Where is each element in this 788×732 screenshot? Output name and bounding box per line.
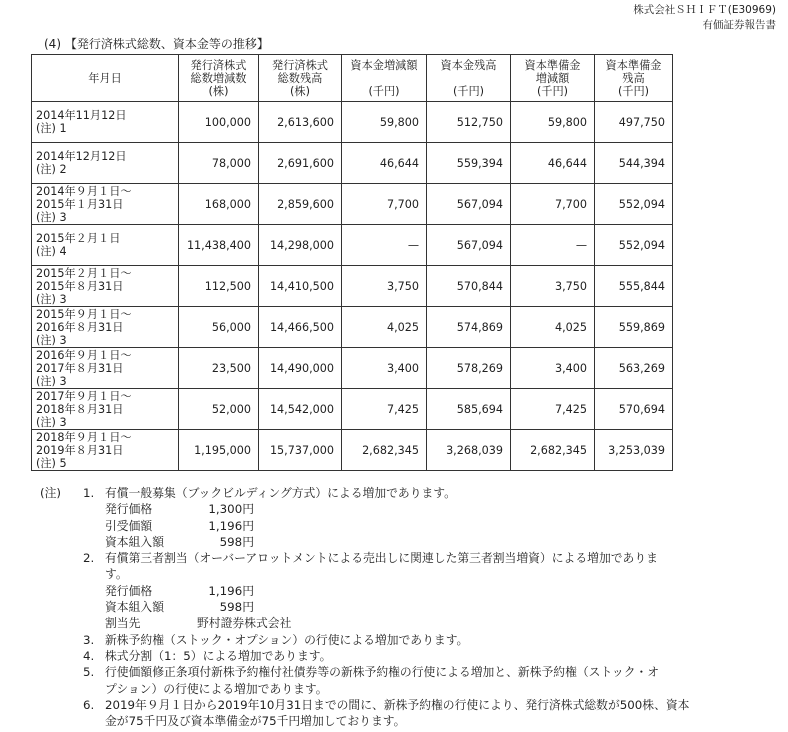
cell-capital-balance: 570,844 — [427, 266, 511, 307]
item-label: 発行価格 — [105, 502, 153, 517]
note-2 — [40, 550, 740, 566]
col-header-shares-balance: 発行済株式 総数残高 (株) — [259, 55, 342, 102]
note-text-cont: す。 — [105, 567, 128, 582]
cell-reserve-change: 3,400 — [511, 348, 595, 389]
notes-section — [40, 485, 740, 729]
table-row — [32, 307, 673, 348]
item-label: 引受価額 — [105, 518, 153, 533]
cell-shares-change: 56,000 — [179, 307, 259, 348]
cell-capital-balance: 585,694 — [427, 389, 511, 430]
cell-capital-change: 2,682,345 — [342, 430, 427, 471]
table-row — [32, 348, 673, 389]
cell-shares-change: 100,000 — [179, 102, 259, 143]
item-label: 資本組入額 — [105, 600, 164, 615]
note-text: 新株予約権（ストック・オプション）の行使による増加であります。 — [105, 632, 469, 647]
cell-shares-balance: 15,737,000 — [259, 430, 342, 471]
cell-capital-change: 3,750 — [342, 266, 427, 307]
row-date: 2016年９月１日～ 2017年８月31日 (注) 3 — [32, 348, 179, 389]
note-number: 3. — [83, 632, 95, 647]
note-text: 行使価額修正条項付新株予約権付社債券等の新株予約権の行使による増加と、新株予約権（ストック・オ — [105, 665, 660, 680]
col-header-reserve-change: 資本準備金 増減額 (千円) — [511, 55, 595, 102]
cell-reserve-balance: 555,844 — [595, 266, 673, 307]
note-number: 4. — [83, 648, 95, 663]
section-title: (4) 【発行済株式総数、資本金等の推移】 — [44, 37, 269, 51]
item-label: 資本組入額 — [105, 534, 164, 549]
col-header-reserve-balance: 資本準備金 残高 (千円) — [595, 55, 673, 102]
cell-reserve-change: 7,700 — [511, 184, 595, 225]
note-text: 有償一般募集（ブックビルディング方式）による増加であります。 — [105, 486, 456, 500]
note-1 — [40, 485, 740, 501]
cell-capital-balance: 567,094 — [427, 184, 511, 225]
cell-capital-change: 46,644 — [342, 143, 427, 184]
item-value: 598円 — [219, 600, 254, 615]
cell-shares-change: 78,000 — [179, 143, 259, 184]
cell-shares-change: 168,000 — [179, 184, 259, 225]
cell-shares-balance: 14,466,500 — [259, 307, 342, 348]
row-date: 2015年２月１日 (注) 4 — [32, 225, 179, 266]
cell-reserve-change: 7,425 — [511, 389, 595, 430]
cell-reserve-change: 3,750 — [511, 266, 595, 307]
cell-reserve-balance: 570,694 — [595, 389, 673, 430]
cell-reserve-balance: 559,869 — [595, 307, 673, 348]
cell-shares-balance: 2,613,600 — [259, 102, 342, 143]
note-6 — [40, 697, 740, 713]
cell-reserve-change: 2,682,345 — [511, 430, 595, 471]
cell-shares-change: 11,438,400 — [179, 225, 259, 266]
cell-shares-balance: 2,859,600 — [259, 184, 342, 225]
item-value: 1,300円 — [208, 502, 254, 517]
cell-capital-change: 3,400 — [342, 348, 427, 389]
table-row — [32, 266, 673, 307]
cell-shares-balance: 2,691,600 — [259, 143, 342, 184]
table-row — [32, 225, 673, 266]
note-1-item — [40, 534, 740, 550]
note-2-item — [40, 583, 740, 599]
row-date: 2014年12月12日 (注) 2 — [32, 143, 179, 184]
note-2-item — [40, 599, 740, 615]
cell-reserve-balance: 552,094 — [595, 184, 673, 225]
cell-capital-change: 59,800 — [342, 102, 427, 143]
cell-shares-change: 52,000 — [179, 389, 259, 430]
table-row — [32, 143, 673, 184]
table-row — [32, 184, 673, 225]
col-header-capital-change: 資本金増減額 (千円) — [342, 55, 427, 102]
note-5 — [40, 664, 740, 680]
cell-reserve-change: 46,644 — [511, 143, 595, 184]
cell-shares-balance: 14,298,000 — [259, 225, 342, 266]
cell-shares-change: 112,500 — [179, 266, 259, 307]
note-number: 6. — [83, 697, 95, 712]
cell-capital-change: 7,700 — [342, 184, 427, 225]
row-date: 2014年11月12日 (注) 1 — [32, 102, 179, 143]
row-date: 2015年２月１日～ 2015年８月31日 (注) 3 — [32, 266, 179, 307]
cell-capital-balance: 567,094 — [427, 225, 511, 266]
note-text: 2019年９月１日から2019年10月31日までの間に、新株予約権の行使により、発行済株式総数が500株、資本 — [105, 697, 690, 712]
note-text-cont: 金が75千円及び資本準備金が75千円増加しております。 — [105, 714, 406, 729]
cell-capital-change: 4,025 — [342, 307, 427, 348]
table-header-row — [32, 55, 673, 102]
cell-capital-change: 7,425 — [342, 389, 427, 430]
table-row — [32, 389, 673, 430]
cell-capital-balance: 3,268,039 — [427, 430, 511, 471]
item-value: 598円 — [219, 534, 254, 549]
cell-reserve-balance: 563,269 — [595, 348, 673, 389]
item-label: 割当先 — [105, 616, 141, 631]
cell-reserve-balance: 497,750 — [595, 102, 673, 143]
note-text-cont: プション）の行使による増加であります。 — [105, 681, 328, 696]
note-1-item — [40, 518, 740, 534]
row-date: 2017年９月１日～ 2018年８月31日 (注) 3 — [32, 389, 179, 430]
report-type: 有価証券報告書 — [702, 19, 776, 31]
row-date: 2014年９月１日～ 2015年１月31日 (注) 3 — [32, 184, 179, 225]
note-1-item — [40, 501, 740, 517]
note-4 — [40, 648, 740, 664]
col-header-shares-change: 発行済株式 総数増減数 (株) — [179, 55, 259, 102]
cell-shares-change: 23,500 — [179, 348, 259, 389]
cell-reserve-balance: 544,394 — [595, 143, 673, 184]
table-row — [32, 102, 673, 143]
cell-reserve-change: 59,800 — [511, 102, 595, 143]
note-text: 有償第三者割当（オーバーアロットメントによる売出しに関連した第三者割当増資）による増加でありま — [105, 551, 658, 566]
cell-reserve-balance: 3,253,039 — [595, 430, 673, 471]
item-value: 野村證券株式会社 — [197, 616, 292, 631]
cell-shares-balance: 14,490,000 — [259, 348, 342, 389]
cell-capital-balance: 559,394 — [427, 143, 511, 184]
row-date: 2015年９月１日～ 2016年８月31日 (注) 3 — [32, 307, 179, 348]
cell-capital-balance: 512,750 — [427, 102, 511, 143]
col-header-date: 年月日 — [32, 55, 179, 102]
col-header-capital-balance: 資本金残高 (千円) — [427, 55, 511, 102]
cell-shares-change: 1,195,000 — [179, 430, 259, 471]
note-number: 2. — [83, 551, 95, 566]
note-2-allottee — [40, 615, 740, 631]
item-value: 1,196円 — [208, 518, 254, 533]
note-number: 5. — [83, 665, 95, 680]
cell-reserve-change: 4,025 — [511, 307, 595, 348]
share-capital-table — [31, 54, 673, 471]
cell-capital-balance: 578,269 — [427, 348, 511, 389]
cell-shares-balance: 14,410,500 — [259, 266, 342, 307]
note-text: 株式分割（1：5）による増加であります。 — [105, 648, 332, 663]
cell-reserve-change: — — [511, 225, 595, 266]
cell-shares-balance: 14,542,000 — [259, 389, 342, 430]
item-label: 発行価格 — [105, 583, 153, 598]
cell-capital-balance: 574,869 — [427, 307, 511, 348]
note-number: 1. — [83, 486, 95, 500]
row-date: 2018年９月１日～ 2019年８月31日 (注) 5 — [32, 430, 179, 471]
notes-label: (注) — [40, 486, 62, 500]
table-row — [32, 430, 673, 471]
cell-reserve-balance: 552,094 — [595, 225, 673, 266]
note-3 — [40, 632, 740, 648]
cell-capital-change: — — [342, 225, 427, 266]
company-name: 株式会社ＳＨＩＦＴ(E30969) — [633, 4, 776, 16]
item-value: 1,196円 — [208, 583, 254, 598]
